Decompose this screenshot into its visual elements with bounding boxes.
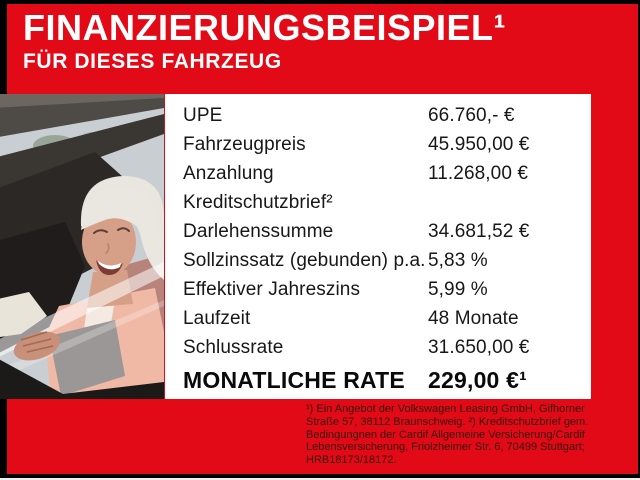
row-label: Laufzeit [183, 307, 251, 329]
row-label: Schlussrate [183, 336, 284, 358]
row-value: 66.760,- € [428, 104, 515, 126]
fineprint-line: Lebensversicherung, Friolzheimer Str. 6, 70499 Stuttgart; [306, 441, 585, 454]
row-label: Sollzinssatz (gebunden) p.a. [183, 249, 426, 271]
page-subtitle: FÜR DIESES FAHRZEUG [23, 50, 282, 73]
row-value: 45.950,00 € [428, 133, 530, 155]
fineprint-line: ¹) Ein Angebot der Volkswagen Leasing GmbH, Gifhorner [306, 403, 585, 415]
row-value: 48 Monate [428, 307, 519, 329]
row-value: 5,83 % [428, 249, 488, 271]
table-row [183, 130, 591, 159]
row-value: 5,99 % [428, 278, 488, 300]
financing-table [165, 94, 591, 399]
monthly-rate-row [183, 363, 591, 397]
row-label: Kreditschutzbrief² [183, 191, 333, 213]
row-label: Fahrzeugpreis [183, 133, 306, 155]
table-row [183, 188, 591, 217]
table-row [183, 246, 591, 275]
row-value: 11.268,00 € [428, 162, 529, 184]
fineprint-line: Straße 57, 38112 Braunschweig. ²) Kreditschutzbrief gem. [306, 415, 589, 428]
row-value: 31.650,00 € [428, 336, 530, 358]
woman-in-car-photo-illustration [0, 94, 164, 399]
row-label: Anzahlung [183, 162, 274, 184]
row-label: Effektiver Jahreszins [183, 278, 361, 300]
fineprint-line: Bedingungnen der Cardif Allgemeine Versicherung/Cardif [306, 428, 585, 441]
legal-fineprint [306, 403, 602, 467]
table-row [183, 304, 591, 333]
monthly-rate-label: MONATLICHE RATE [183, 366, 405, 393]
woman-in-car-photo [0, 94, 164, 399]
table-row [183, 333, 591, 362]
table-row [183, 217, 591, 246]
table-row [183, 275, 591, 304]
fineprint-line: HRB18173/18172. [306, 454, 397, 467]
row-label: Darlehenssumme [183, 220, 334, 242]
page-title: FINANZIERUNGSBEISPIEL¹ [23, 7, 507, 48]
row-label: UPE [183, 104, 223, 126]
header [23, 8, 506, 74]
table-row [183, 159, 591, 188]
row-value: 34.681,52 € [428, 220, 530, 242]
monthly-rate-value: 229,00 €¹ [428, 366, 527, 393]
table-row [183, 101, 591, 130]
